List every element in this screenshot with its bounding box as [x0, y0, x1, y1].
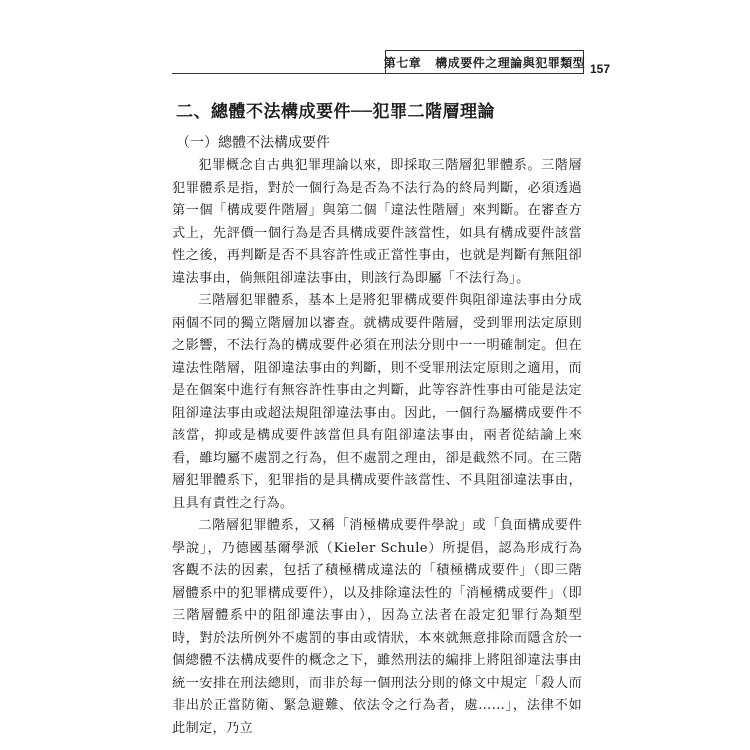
body-text: [172, 155, 582, 740]
paragraph-2: 三階層犯罪體系，基本上是將犯罪構成要件與阻卻違法事由分成兩個不同的獨立階層加以審查。就構成要件階層，受到罪刑法定原則之影響，不法行為的構成要件必須在刑法分則中一一明確制定。但在違法性階層，阻卻違法事由的判斷，則不受罪刑法定原則之適用，而是在個案中進行有無容許性事由之判斷，此等容許性事由可能是法定阻卻違法事由或超法規阻卻違法事由。因此，一個行為屬構成要件不該當，抑或是構成要件該當但具有阻卻違法事由，兩者從結論上來看，雖均屬不處罰之行為，但不處罰之理由，卻是截然不同。在三階層犯罪體系下，犯罪指的是具構成要件該當性、不具阻卻違法事由，且具有責性之行為。: [172, 293, 582, 511]
running-header: [385, 50, 584, 74]
page-number: 157: [590, 62, 611, 76]
section-title: 二、總體不法構成要件──犯罪二階層理論: [176, 102, 495, 122]
paragraph-3: 二階層犯罪體系，又稱「消極構成要件學說」或「負面構成要件學說」，乃德國基爾學派（Kieler Schule）所提倡，認為形成行為客觀不法的因素，包括了積極構成違法的「積極構成要件」（即三階層體系中的犯罪構成要件），以及排除違法性的「消極構成要件」（即三階層體系中的阻卻違法事由），因為立法者在設定犯罪行為類型時，對於法所例外不處罰的事由或情狀，本來就無意排除而隱含於一個總體不法構成要件的概念之下，雖然刑法的編排上將阻卻違法事由統一安排在刑法總則，而非於每一個刑法分則的條文中規定「殺人而非出於正當防衛、緊急避難、依法令之行為者，處……」，法律不如此制定，乃立: [172, 518, 582, 736]
header-rule: [172, 73, 584, 74]
chapter-label: 第七章: [383, 55, 422, 70]
chapter-title: 構成要件之理論與犯罪類型: [435, 55, 586, 70]
subsection-title: （一）總體不法構成要件: [176, 135, 330, 151]
paragraph-1: 犯罪概念自古典犯罪理論以來，即採取三階層犯罪體系。三階層犯罪體系是指，對於一個行為是否為不法行為的終局判斷，必須透過第一個「構成要件階層」與第二個「違法性階層」來判斷。在審查方式上，先評價一個行為是否具構成要件該當性，如具有構成要件該當性之後，再判斷是否不具容許性或正當性事由，也就是判斷有無阻卻違法事由，倘無阻卻違法事由，則該行為即屬「不法行為」。: [172, 158, 582, 286]
